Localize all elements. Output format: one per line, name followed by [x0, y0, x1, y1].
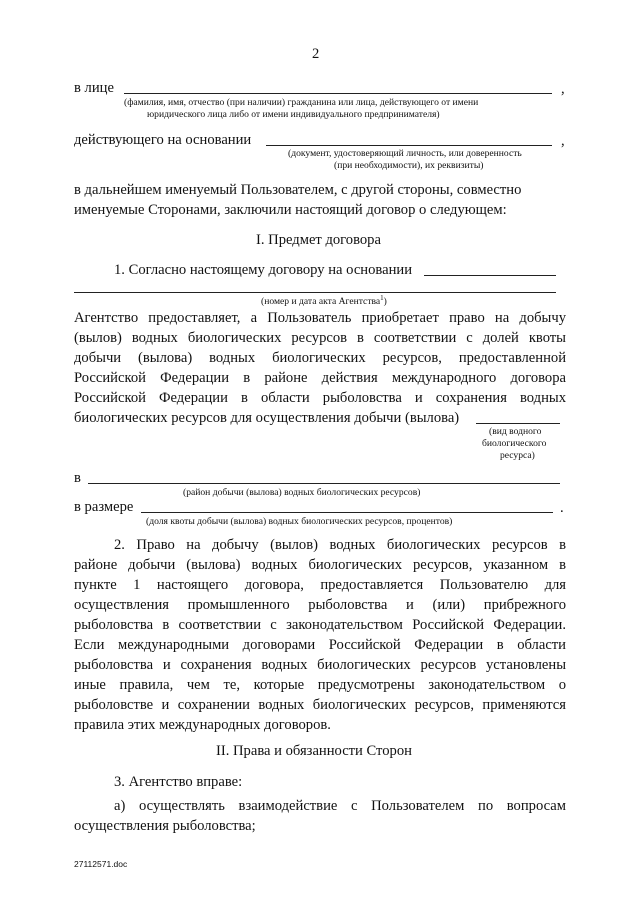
p2-line3: пункте 1 настоящего договора, предоставляется Пользователю для: [74, 577, 566, 593]
act-caption-close: ): [383, 296, 387, 307]
p1-start: 1. Согласно настоящему договору на основании: [114, 262, 413, 278]
intro-line1: в дальнейшем именуемый Пользователем, с другой стороны, совместно: [74, 182, 522, 198]
species-caption-line1: (вид водного: [489, 426, 542, 437]
p2-line6: Если международными договорами Российской Федерации в области: [74, 637, 566, 653]
p2-line2: районе добычи (вылова) водных биологических ресурсов, указанном в: [74, 557, 566, 573]
basis-document-field[interactable]: [266, 145, 552, 146]
species-caption-line2: биологического: [482, 438, 547, 449]
area-label: в: [74, 470, 81, 486]
species-field[interactable]: [476, 423, 560, 424]
basis-label: действующего на основании: [74, 132, 252, 148]
p3a-line2: осуществления рыболовства;: [74, 818, 256, 834]
p3: 3. Агентство вправе:: [114, 774, 243, 790]
p1-line6: биологических ресурсов для осуществления добычи (вылова): [74, 410, 460, 426]
act-number-field-cont[interactable]: [74, 292, 556, 293]
person-caption-line2: юридического лица либо от имени индивидуального предпринимателя): [147, 109, 440, 120]
size-dot: .: [560, 500, 564, 516]
p1-line2: (вылов) водных биологических ресурсов в соответствии с долей квоты: [74, 330, 566, 346]
act-caption: [261, 296, 387, 308]
act-caption-text: (номер и дата акта Агентства: [261, 296, 381, 307]
person-caption-line1: (фамилия, имя, отчество (при наличии) гражданина или лица, действующего от имени: [124, 97, 479, 108]
p2-line8: иные правила, чем те, которые предусмотрены законодательством о: [74, 677, 566, 693]
basis-caption-line1: (документ, удостоверяющий личность, или доверенность: [288, 148, 522, 159]
p1-line4: Российской Федерации в районе действия международного договора: [74, 370, 566, 386]
p1-line3: добычи (вылова) водных биологических ресурсов, предоставленной: [74, 350, 566, 366]
area-caption: (район добычи (вылова) водных биологических ресурсов): [183, 487, 421, 498]
p2-line4: осуществления промышленного рыболовства и (или) прибрежного: [74, 597, 566, 613]
size-label: в размере: [74, 499, 134, 515]
species-caption-line3: ресурса): [500, 450, 535, 461]
section2-heading: II. Права и обязанности Сторон: [216, 743, 412, 759]
p3a-line1: а) осуществлять взаимодействие с Пользователем по вопросам: [114, 798, 566, 814]
p2-line7: рыболовства и сохранения водных биологических ресурсов установлены: [74, 657, 566, 673]
page-number: 2: [312, 46, 320, 62]
p2-line9: рыболовстве и сохранении водных биологических ресурсов, применяются: [74, 697, 566, 713]
comma: ,: [561, 81, 565, 97]
in-person-label: в лице: [74, 80, 114, 96]
size-caption: (доля квоты добычи (вылова) водных биологических ресурсов, процентов): [146, 516, 453, 527]
p2-line5: рыболовства в соответствии с законодательством Российской Федерации.: [74, 617, 566, 633]
size-field[interactable]: [141, 512, 553, 513]
footnote-mark: 1: [380, 294, 384, 302]
act-number-field[interactable]: [424, 275, 556, 276]
basis-caption-line2: (при необходимости), их реквизиты): [334, 160, 484, 171]
intro-line2: именуемые Сторонами, заключили настоящий договор о следующем:: [74, 202, 507, 218]
p2-line1: 2. Право на добычу (вылов) водных биологических ресурсов в: [114, 537, 566, 553]
section1-heading: I. Предмет договора: [256, 232, 381, 248]
p2-line10: правила этих международных договоров.: [74, 717, 331, 733]
p1-line1: Агентство предоставляет, а Пользователь приобретает право на добычу: [74, 310, 566, 326]
basis-comma: ,: [561, 133, 565, 149]
area-field[interactable]: [88, 483, 560, 484]
footer-filename: 27112571.doc: [74, 859, 128, 869]
p1-line5: Российской Федерации в области рыболовства и сохранения водных: [74, 390, 566, 406]
person-name-field[interactable]: [124, 93, 552, 94]
